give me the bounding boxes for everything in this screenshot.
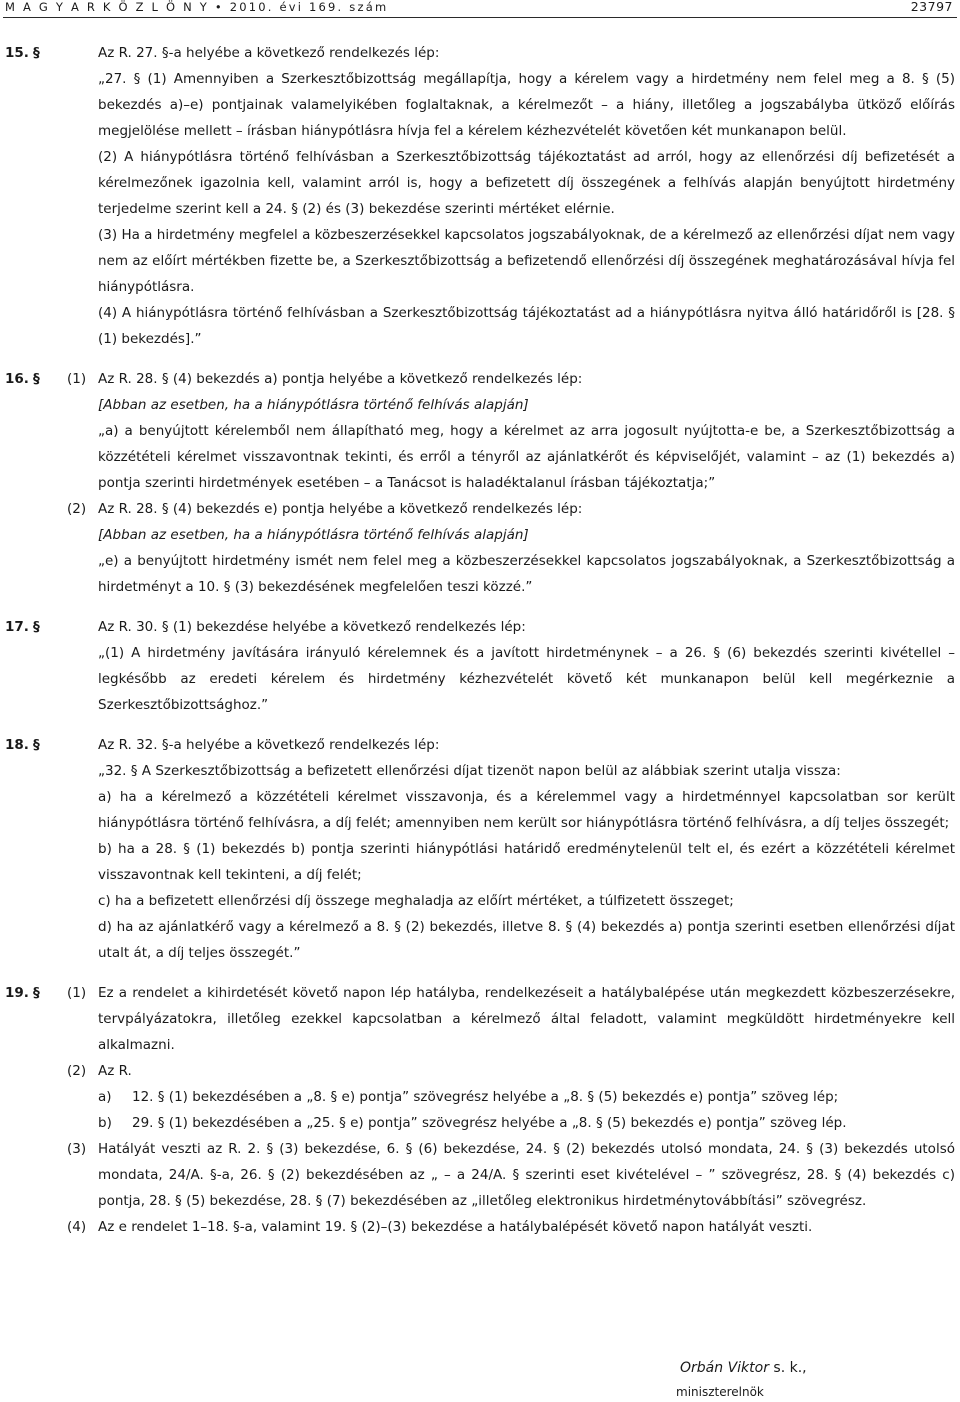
list-item: a) ha a kérelmező a közzétételi kérelmet visszavonja, és a kérelemmel vagy a hirdetménnyel kapcsolatban sor került hiánypótlásra történő felhívásra, a díj felét; amennyiben nem került sor hiánypótlásra történő felhívásra, a díj teljes összegét; [98,789,955,831]
document-body [0,40,960,1240]
paragraph: Hatályát veszti az R. 2. § (3) bekezdése, 6. § (6) bekezdése, 24. § (2) bekezdés utolsó mondata, 24. § (3) bekezdés utolsó mondata, 24/A. §-a, 26. § (2) bekezdésében az „ – a 24/A. § szerinti eset kivételével – ” szövegrész, 28. § (4) bekezdés c) pontja, 28. § (5) bekezdése, 28. § (7) bekezdésében az „illetőleg elektronikus hirdetménytovábbítási” szövegrész. [98,1141,955,1209]
header-rule [3,17,957,18]
subsection-intro: Az R. 28. § (4) bekezdés a) pontja helyébe a következő rendelkezés lép: [98,371,583,387]
subsection-number: (4) [67,1219,87,1235]
paragraph: (4) A hiánypótlásra történő felhívásban a Szerkesztőbizottság tájékoztatást ad a hiánypótlásra nyitva álló határidőről is [28. § (1) bekezdés].” [98,305,955,347]
section-number: 17. [5,619,29,635]
page-header [5,0,955,18]
section-sign: § [33,371,40,387]
signature [680,1358,807,1378]
subsection-intro: Az R. [98,1063,132,1079]
paragraph: „a) a benyújtott kérelemből nem állapítható meg, hogy a kérelmet az arra jogosult nyújtotta-e be, a Szerkesztőbizottság a közzétételi kérelmet visszavontnak tekinti, és erről a tényről az ajánlatkérőt és képviselőjét, valamint – az (1) bekezdés a) pontja szerinti hirdetmények esetében – a Tanácsot is haladéktalanul írásban tájékoztatja;” [98,423,955,491]
subsection-number: (1) [67,985,87,1001]
signatory-suffix: s. k., [768,1360,807,1376]
paragraph: (3) Ha a hirdetmény megfelel a közbeszerzésekkel kapcsolatos jogszabályoknak, de a kérelmező az ellenőrzési díjat nem vagy nem az előírt mértékben fizette be, a Szerkesztőbizottság a befizetendő ellenőrzési díj összegének meghatározásával hívja fel hiánypótlásra. [98,227,955,295]
list-item: d) ha az ajánlatkérő vagy a kérelmező a 8. § (2) bekezdés, illetve 8. § (4) bekezdés a) pontja szerinti esetben ellenőrzési díjat utalt át, a díj teljes összegét.” [98,919,955,961]
section-17 [0,614,960,718]
journal-title: M A G Y A R K Ö Z L Ö N Y • 2010. évi 169. szám [5,0,389,14]
subsection-intro: Az R. 28. § (4) bekezdés e) pontja helyébe a következő rendelkezés lép: [98,501,583,517]
item-label: a) [98,1089,112,1105]
signatory-name: Orbán Viktor [680,1360,769,1376]
paragraph: (2) A hiánypótlásra történő felhívásban a Szerkesztőbizottság tájékoztatást ad arról, hogy az ellenőrzési díj befizetését a kérelmezőnek igazolnia kell, valamint arról is, hogy a befizetett díj összegének a felhívás alapján benyújtott hirdetmény terjedelme szerint kell a 24. § (2) és (3) bekezdése szerinti mértéket elérnie. [98,149,955,217]
section-sign: § [33,619,40,635]
paragraph: Az e rendelet 1–18. §-a, valamint 19. § (2)–(3) bekezdése a hatálybalépését követő napon hatályát veszti. [98,1219,813,1235]
item-text: 29. § (1) bekezdésében a „25. § e) pontja” szövegrész helyébe a „8. § (5) bekezdés e) pontja” szöveg lép. [132,1115,847,1131]
section-15 [0,40,960,352]
list-item [98,1084,955,1110]
section-number: 16. [5,371,29,387]
section-number: 19. [5,985,29,1001]
lead-in: [Abban az esetben, ha a hiánypótlásra történő felhívás alapján] [98,397,529,413]
page-number: 23797 [910,0,953,14]
paragraph: „(1) A hirdetmény javítására irányuló kérelemnek és a javított hirdetménynek – a 26. § (6) bekezdés szerinti kivétellel – legkésőbb az eredeti kérelem és hirdetmény kézhezvételét követő két munkanapon belül kell megérkeznie a Szerkesztőbizottsághoz.” [98,645,955,713]
list-item [98,1110,955,1136]
section-intro: Az R. 27. §-a helyébe a következő rendelkezés lép: [98,45,440,61]
section-number: 15. [5,45,29,61]
subsection-number: (1) [67,371,87,387]
list-item: b) ha a 28. § (1) bekezdés b) pontja szerinti hiánypótlási határidő eredménytelenül telt el, és ezért a közzétételi kérelmet visszavontnak kell tekinteni, a díj felét; [98,841,955,883]
section-18 [0,732,960,966]
list-item: c) ha a befizetett ellenőrzési díj összege meghaladja az előírt mértéket, a túlfizetett összeget; [98,893,734,909]
item-text: 12. § (1) bekezdésében a „8. § e) pontja” szövegrész helyébe a „8. § (5) bekezdés e) pontja” szöveg lép; [132,1089,839,1105]
paragraph: „27. § (1) Amennyiben a Szerkesztőbizottság megállapítja, hogy a kérelem vagy a hirdetmény nem felel meg a 8. § (5) bekezdés a)–e) pontjainak valamelyikében foglaltaknak, a kérelmezőt – a hiány, illetőleg a jogszabályba ütköző előírás megjelölése mellett – írásban hiánypótlásra hívja fel a kérelem kézhezvételét követően két munkanapon belül. [98,71,955,139]
section-intro: Az R. 32. §-a helyébe a következő rendelkezés lép: [98,737,440,753]
signatory-title: miniszterelnök [676,1385,764,1399]
paragraph: „e) a benyújtott hirdetmény ismét nem felel meg a közbeszerzésekkel kapcsolatos jogszabályoknak, a Szerkesztőbizottság a hirdetményt a 10. § (3) bekezdésének megfelelően teszi közzé.” [98,553,955,595]
section-number: 18. [5,737,29,753]
section-intro: Az R. 30. § (1) bekezdése helyébe a következő rendelkezés lép: [98,619,526,635]
section-sign: § [33,45,40,61]
lead-in: [Abban az esetben, ha a hiánypótlásra történő felhívás alapján] [98,527,529,543]
subsection-number: (2) [67,501,87,517]
section-16 [0,366,960,600]
section-19 [0,980,960,1240]
section-sign: § [33,737,40,753]
paragraph: „32. § A Szerkesztőbizottság a befizetett ellenőrzési díjat tizenöt napon belül az alábbiak szerint utalja vissza: [98,763,841,779]
item-label: b) [98,1115,112,1131]
subsection-number: (2) [67,1063,87,1079]
subsection-number: (3) [67,1141,87,1157]
paragraph: Ez a rendelet a kihirdetését követő napon lép hatályba, rendelkezéseit a hatálybalépése után megkezdett közbeszerzésekre, tervpályázatokra, illetőleg ezekkel kapcsolatban a kérelmező által feladott, valamint megküldött hirdetményekre kell alkalmazni. [98,985,955,1053]
section-sign: § [33,985,40,1001]
